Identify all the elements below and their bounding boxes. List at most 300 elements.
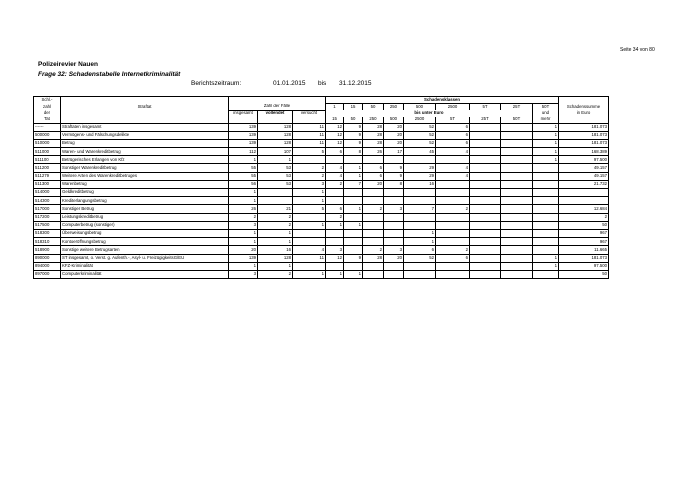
header-class-top: 1	[326, 104, 344, 111]
row-value	[501, 156, 533, 164]
row-value: 97.500	[559, 156, 609, 164]
row-key: 511200	[34, 164, 61, 172]
row-value: 1	[229, 262, 258, 270]
header-empty	[229, 97, 326, 104]
row-value	[533, 197, 559, 205]
row-value	[470, 148, 501, 156]
period-separator: bis	[318, 80, 327, 87]
row-value: 55	[229, 164, 258, 172]
row-value	[501, 254, 533, 262]
row-value	[436, 270, 470, 278]
row-value: 28	[363, 254, 384, 262]
row-value	[344, 229, 363, 237]
row-key: 511300	[34, 180, 61, 188]
row-value	[363, 156, 384, 164]
row-value	[404, 197, 436, 205]
row-value: 52	[404, 123, 436, 131]
header-class-bottom: mehr	[533, 117, 559, 124]
row-value: 1	[344, 205, 363, 213]
header-class-top: 50	[363, 104, 384, 111]
row-value: 5	[293, 205, 326, 213]
row-value: 52	[404, 131, 436, 139]
table-row	[34, 221, 609, 229]
row-value	[533, 246, 559, 254]
row-value	[363, 229, 384, 237]
page-number: Seite 34 von 80	[620, 47, 655, 53]
row-value	[501, 229, 533, 237]
row-value	[436, 238, 470, 246]
header-empty	[559, 97, 609, 104]
header-class-top: 25T	[501, 104, 533, 111]
row-value	[363, 221, 384, 229]
row-value: 2	[436, 205, 470, 213]
row-value: 1	[533, 156, 559, 164]
row-value: 1	[533, 254, 559, 262]
row-key: 517500	[34, 221, 61, 229]
row-value	[501, 123, 533, 131]
row-value: 2	[293, 172, 326, 180]
row-value: 1	[229, 156, 258, 164]
row-value	[384, 221, 404, 229]
table-row	[34, 164, 609, 172]
table-row	[34, 156, 609, 164]
row-value: 1	[293, 221, 326, 229]
row-value	[533, 172, 559, 180]
row-value	[533, 189, 559, 197]
row-value	[384, 262, 404, 270]
row-value: 967	[559, 238, 609, 246]
row-label: Betrügerisches Erlangen von Kfz	[61, 156, 229, 164]
row-value	[470, 197, 501, 205]
row-value	[363, 189, 384, 197]
row-value: 6	[363, 164, 384, 172]
row-value: 9	[384, 172, 404, 180]
row-value	[470, 131, 501, 139]
row-value	[384, 156, 404, 164]
header-class-bottom: 15	[326, 117, 344, 124]
row-key: 890000	[34, 254, 61, 262]
row-value: 2	[436, 246, 470, 254]
row-value: 6	[436, 131, 470, 139]
row-value: 1	[533, 139, 559, 147]
row-value: 7	[404, 205, 436, 213]
row-value	[293, 238, 326, 246]
row-value: 2	[258, 221, 293, 229]
row-value: 11	[293, 254, 326, 262]
period-from: 01.01.2015	[273, 80, 306, 87]
row-value: 50	[559, 221, 609, 229]
row-value: 21.732	[559, 180, 609, 188]
row-value: 9	[344, 139, 363, 147]
header-vollendet: vollendet	[258, 110, 293, 117]
row-value	[326, 229, 344, 237]
period-label: Berichtszeitraum:	[191, 80, 242, 87]
row-value: 2	[293, 164, 326, 172]
row-value: 11	[293, 139, 326, 147]
row-value: 1	[326, 270, 344, 278]
header-class-bottom: 250	[363, 117, 384, 124]
table-row	[34, 205, 609, 213]
row-value: 1	[258, 262, 293, 270]
header-class-top: 15	[344, 104, 363, 111]
row-value	[533, 164, 559, 172]
row-value	[533, 205, 559, 213]
row-value: 55	[229, 172, 258, 180]
row-value	[436, 197, 470, 205]
row-value	[326, 238, 344, 246]
row-value	[533, 270, 559, 278]
row-value	[501, 270, 533, 278]
row-value: 107	[258, 148, 293, 156]
row-value: 53	[258, 180, 293, 188]
row-value	[384, 270, 404, 278]
table-row	[34, 270, 609, 278]
row-label: Leistungskreditbetrug	[61, 213, 229, 221]
row-value	[501, 172, 533, 180]
row-value	[501, 180, 533, 188]
row-value: 20	[384, 123, 404, 131]
row-value: 1	[344, 172, 363, 180]
row-value: 20	[363, 180, 384, 188]
row-value	[533, 180, 559, 188]
table-row	[34, 189, 609, 197]
row-value: 128	[258, 123, 293, 131]
header-class-bottom: 500	[384, 117, 404, 124]
row-value	[326, 156, 344, 164]
row-value: 50	[559, 270, 609, 278]
row-value: 1	[344, 221, 363, 229]
header-bis-unter: bis unter Euro	[326, 110, 533, 117]
row-key: ------	[34, 123, 61, 131]
row-value: 20	[384, 131, 404, 139]
row-value	[501, 148, 533, 156]
row-value	[501, 221, 533, 229]
header-class-top: 50T	[533, 104, 559, 111]
row-label: Kontoeröffnungsbetrug	[61, 238, 229, 246]
row-value: 1	[533, 262, 559, 270]
row-value	[501, 131, 533, 139]
row-value	[384, 238, 404, 246]
row-value: 2	[258, 213, 293, 221]
header-schadensklassen: Schadensklassen	[326, 97, 559, 104]
row-value	[293, 262, 326, 270]
row-value: 4	[436, 172, 470, 180]
row-value: 1	[344, 270, 363, 278]
row-value	[559, 189, 609, 197]
row-value: 1	[229, 189, 258, 197]
row-value: 11	[293, 131, 326, 139]
row-value: 1	[258, 229, 293, 237]
row-value	[326, 262, 344, 270]
header-versucht: versucht	[293, 110, 326, 117]
row-value	[344, 189, 363, 197]
header-straftat: Straftat	[61, 104, 229, 111]
row-value	[501, 139, 533, 147]
row-value: 20	[384, 139, 404, 147]
row-label: Sonstige weitere Betrugsarten	[61, 246, 229, 254]
row-key: 510000	[34, 139, 61, 147]
row-value: 28	[363, 123, 384, 131]
row-label: Weitere Arten des Warenkreditbetruges	[61, 172, 229, 180]
row-value	[470, 180, 501, 188]
row-value: 53	[258, 164, 293, 172]
row-value: 56	[229, 180, 258, 188]
row-value: 20	[229, 246, 258, 254]
row-value	[470, 156, 501, 164]
row-value: 112	[229, 148, 258, 156]
row-value: 9	[344, 254, 363, 262]
row-value	[470, 205, 501, 213]
row-value	[470, 123, 501, 131]
row-label: Waren- und Warenkreditbetrug	[61, 148, 229, 156]
row-value: 2	[229, 213, 258, 221]
row-value: 49.157	[559, 172, 609, 180]
row-key: 517200	[34, 213, 61, 221]
row-label: Straftaten insgesamt	[61, 123, 229, 131]
row-value	[363, 197, 384, 205]
row-value	[470, 164, 501, 172]
row-value: 21	[258, 205, 293, 213]
header-schl-2: zahl	[34, 104, 61, 111]
row-value	[363, 270, 384, 278]
table-row	[34, 148, 609, 156]
row-value: 4	[326, 164, 344, 172]
row-value	[404, 189, 436, 197]
header-schl-4: Tat	[34, 117, 61, 124]
header-class-top: 500	[404, 104, 436, 111]
row-key: 511279	[34, 172, 61, 180]
row-value	[501, 205, 533, 213]
header-class-bottom: 50T	[501, 117, 533, 124]
row-label: Geldkreditbetrug	[61, 189, 229, 197]
row-value: 12	[326, 139, 344, 147]
row-value	[344, 197, 363, 205]
row-label: Computerkriminalität	[61, 270, 229, 278]
row-value	[436, 189, 470, 197]
row-value	[363, 262, 384, 270]
row-value	[326, 189, 344, 197]
row-value: 181.073	[559, 254, 609, 262]
row-value: 6	[326, 205, 344, 213]
row-value: 139	[229, 139, 258, 147]
row-value	[384, 197, 404, 205]
table-row	[34, 238, 609, 246]
row-value: 12	[326, 254, 344, 262]
header-faelle: Zahl der Fälle	[229, 104, 326, 111]
row-value	[470, 262, 501, 270]
row-value: 16	[404, 180, 436, 188]
table-row	[34, 254, 609, 262]
row-key: 500000	[34, 131, 61, 139]
period-to: 31.12.2015	[339, 80, 372, 87]
row-value: 1	[533, 148, 559, 156]
row-value: 139	[229, 254, 258, 262]
row-value: 139	[229, 131, 258, 139]
row-value	[501, 246, 533, 254]
row-value: 1	[326, 221, 344, 229]
row-label: Sonstiger Warenkreditbetrug	[61, 164, 229, 172]
row-value	[344, 213, 363, 221]
row-value	[436, 156, 470, 164]
row-value	[470, 229, 501, 237]
row-value	[258, 197, 293, 205]
row-value: 4	[436, 164, 470, 172]
row-value	[384, 229, 404, 237]
row-value: 168.389	[559, 148, 609, 156]
row-value: 3	[229, 221, 258, 229]
row-value	[436, 213, 470, 221]
row-value: 2	[363, 246, 384, 254]
row-value: 181.073	[559, 139, 609, 147]
row-value: 1	[258, 238, 293, 246]
row-value	[470, 246, 501, 254]
row-value: 1	[229, 238, 258, 246]
row-value: 3	[229, 270, 258, 278]
row-value: 28	[363, 139, 384, 147]
row-value: 2	[326, 213, 344, 221]
row-value: 1	[229, 229, 258, 237]
row-key: 894000	[34, 262, 61, 270]
row-value: 9	[384, 164, 404, 172]
header-insgesamt: insgesamt	[229, 110, 258, 117]
header-empty	[61, 97, 229, 104]
row-value: 181.073	[559, 123, 609, 131]
row-value	[470, 270, 501, 278]
row-value: 2	[258, 270, 293, 278]
row-value	[470, 189, 501, 197]
row-value	[293, 213, 326, 221]
row-value	[533, 238, 559, 246]
row-value: 1	[229, 197, 258, 205]
row-value: 128	[258, 131, 293, 139]
document-title: Polizeirevier Nauen	[38, 61, 98, 68]
table-row	[34, 172, 609, 180]
row-value: 2	[559, 213, 609, 221]
row-value: 8	[384, 180, 404, 188]
row-value: 97.500	[559, 262, 609, 270]
row-value: 1	[258, 156, 293, 164]
row-value: 4	[293, 246, 326, 254]
row-value: 128	[258, 254, 293, 262]
row-value	[501, 164, 533, 172]
row-value	[404, 213, 436, 221]
header-class-top: 5T	[470, 104, 501, 111]
row-value: 7	[344, 180, 363, 188]
row-value	[470, 254, 501, 262]
row-value	[501, 238, 533, 246]
row-value: 17	[384, 148, 404, 156]
row-value	[470, 139, 501, 147]
row-value: 2	[363, 205, 384, 213]
row-value	[470, 172, 501, 180]
damage-table	[33, 96, 609, 279]
row-key: 514000	[34, 189, 61, 197]
row-value: 26	[229, 205, 258, 213]
row-key: 518300	[34, 229, 61, 237]
row-value: 1	[293, 270, 326, 278]
row-value	[404, 270, 436, 278]
table-row	[34, 246, 609, 254]
row-value	[404, 221, 436, 229]
row-key: 511000	[34, 148, 61, 156]
row-value: 2	[326, 180, 344, 188]
row-label: Computerbetrug (sonstiger)	[61, 221, 229, 229]
row-value	[344, 262, 363, 270]
row-value: 1	[404, 238, 436, 246]
row-label: Krediterlangungsbetrug	[61, 197, 229, 205]
row-value	[533, 213, 559, 221]
row-value: 3	[326, 246, 344, 254]
table-row	[34, 262, 609, 270]
row-label: Überweisungsbetrug	[61, 229, 229, 237]
row-value: 52	[404, 254, 436, 262]
row-key: 511100	[34, 156, 61, 164]
row-label: Sonstiger Betrug	[61, 205, 229, 213]
row-value: 9	[344, 131, 363, 139]
header-class-top: 250	[384, 104, 404, 111]
row-value	[470, 238, 501, 246]
row-value	[293, 229, 326, 237]
row-value	[344, 238, 363, 246]
row-value: 128	[258, 139, 293, 147]
row-key: 897000	[34, 270, 61, 278]
row-value: 52	[404, 139, 436, 147]
row-value: 967	[559, 229, 609, 237]
row-key: 517000	[34, 205, 61, 213]
row-value: 6	[404, 246, 436, 254]
row-key: 518900	[34, 246, 61, 254]
row-value	[470, 213, 501, 221]
row-value	[326, 197, 344, 205]
header-class-bottom: 5T	[436, 117, 470, 124]
row-value	[533, 229, 559, 237]
row-value	[436, 180, 470, 188]
table-row	[34, 229, 609, 237]
row-value: 8	[344, 148, 363, 156]
header-und: und	[533, 110, 559, 117]
header-schl-3: der	[34, 110, 61, 117]
row-value	[363, 238, 384, 246]
row-value	[344, 246, 363, 254]
table-row	[34, 213, 609, 221]
row-value: 3	[293, 180, 326, 188]
header-class-bottom: 50	[344, 117, 363, 124]
row-value	[404, 156, 436, 164]
table-row	[34, 139, 609, 147]
row-label: Vermögens- und Fälschungsdelikte	[61, 131, 229, 139]
row-value: 139	[229, 123, 258, 131]
row-value: 6	[436, 123, 470, 131]
row-value	[501, 262, 533, 270]
table-row	[34, 131, 609, 139]
row-value: 26	[363, 148, 384, 156]
row-value: 11.665	[559, 246, 609, 254]
row-value	[258, 189, 293, 197]
row-value: 16	[258, 246, 293, 254]
document-subtitle: Frage 32: Schadenstabelle Internetkriminalität	[38, 71, 181, 78]
row-value	[404, 262, 436, 270]
table-row	[34, 123, 609, 131]
row-key: 514300	[34, 197, 61, 205]
row-label: ST insgesamt, o. Verst. g. Aufenth.-, Asyl- u. FreizügigkeitsG/EU	[61, 254, 229, 262]
row-value: 12	[326, 123, 344, 131]
row-value: 1	[293, 197, 326, 205]
row-value: 9	[344, 123, 363, 131]
row-value: 1	[533, 123, 559, 131]
row-value	[533, 221, 559, 229]
row-value	[384, 213, 404, 221]
row-value	[293, 156, 326, 164]
